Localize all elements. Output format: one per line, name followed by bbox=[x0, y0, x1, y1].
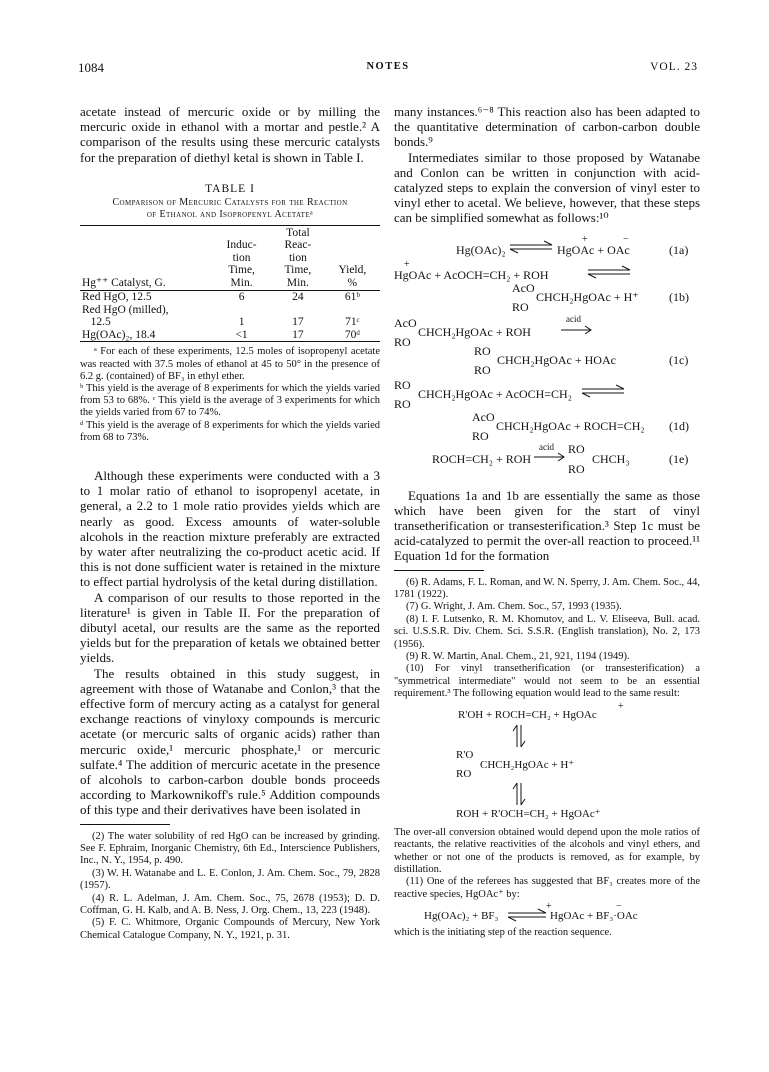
table-cell: Red HgO (milled), bbox=[82, 303, 169, 316]
equilibrium-arrow-icon bbox=[506, 908, 548, 922]
table-subtitle-line: Comparison of Mercuric Catalysts for the Reaction bbox=[112, 196, 348, 208]
table-row bbox=[80, 329, 380, 342]
table-cell bbox=[325, 304, 380, 317]
table-subtitle bbox=[80, 197, 380, 221]
fn-eq-r1: R'O bbox=[456, 748, 474, 761]
footnotes-cont bbox=[394, 827, 700, 901]
table-note: ᵇ This yield is the average of 8 experiments for which the yields varied from 53 to 68%. ᶜ This yield is the average of 3 experiments for which the yields varied from 67 to 74%. bbox=[80, 382, 380, 419]
footnote: (5) F. C. Whitmore, Organic Compounds of Mercury, New York Chemical Catalogue Company, N. Y., 1921, p. 31. bbox=[80, 917, 380, 941]
vertical-equilibrium-arrow-icon bbox=[512, 723, 526, 749]
col-header: Total Reac- tion Time, Min. bbox=[284, 226, 312, 289]
eq-1d-p-aco: AcO bbox=[472, 409, 495, 424]
equilibrium-arrow-icon bbox=[580, 384, 626, 398]
col-header: Induc- tion Time, Min. bbox=[226, 239, 257, 289]
eq-1c-aco: AcO bbox=[394, 315, 417, 330]
charge-minus: − bbox=[623, 233, 629, 245]
fn-eq-top: R'OH + ROCH=CH₂ + HgOAc bbox=[458, 708, 597, 721]
table-cell: 1 bbox=[238, 316, 245, 329]
table-cell bbox=[212, 304, 271, 317]
table-subtitle-line: of Ethanol and Isopropenyl Acetateᵃ bbox=[146, 208, 314, 220]
table-note: ᵃ For each of these experiments, 12.5 moles of isopropenyl acetate was reacted with 37.5 moles of ethanol at 45 to 50° in the presence of 6.2 g. (contained) of BF₃ in ethyl ether. bbox=[80, 346, 380, 382]
reaction-arrow-icon bbox=[532, 452, 566, 462]
eq-1e-ro2: RO bbox=[568, 461, 585, 476]
running-header bbox=[78, 60, 698, 80]
table-cell bbox=[271, 304, 325, 317]
page-number: 1084 bbox=[78, 60, 104, 75]
vertical-equilibrium-arrow-icon bbox=[512, 781, 526, 807]
acid-label: acid bbox=[539, 441, 554, 452]
table-note: ᵈ This yield is the average of 8 experiments for which the yields varied from 68 to 73%. bbox=[80, 419, 380, 443]
final-note bbox=[394, 927, 700, 939]
eq-1b-rest: CHCH₂HgOAc + H⁺ bbox=[536, 289, 639, 304]
volume-label: VOL. 23 bbox=[650, 61, 698, 73]
catalyst-table bbox=[80, 225, 380, 343]
eq-1d-p-rest: CHCH₂HgOAc + ROCH=CH₂ bbox=[496, 418, 645, 433]
table-caption: TABLE I bbox=[205, 182, 255, 195]
footnote: The over-all conversion obtained would depend upon the mole ratios of reactants, the relative reactivities of the alcohols and vinyl ethers, and whether or not one of the products is removed, as for example, by distillation. bbox=[394, 826, 700, 875]
paragraph: The results obtained in this study suggest, in agreement with those of Watanabe and Conlon,³ that the effective form of mercury acting as a catalyst for general exchange reactions of vinyloxy compounds is mercuric acetate (or mercuric salts of organic acids) rather than mercuric oxide,¹ mercuric phosphate,¹ or mercuric sulfate.⁴ The addition of mercuric acetate in the presence of alcohols to carbon-carbon double bonds proceeds according to Markownikoff's rule.⁵ Addition compounds of this type and their derivatives have been isolated in bbox=[80, 665, 380, 818]
eq-1b-line1: HgOAc + AcOCH=CH₂ + ROH bbox=[394, 267, 549, 282]
equilibrium-arrow-icon bbox=[508, 240, 554, 254]
footnote-equation bbox=[394, 701, 700, 819]
bf3-eq-left: Hg(OAc)₂ + BF₃ bbox=[424, 910, 499, 923]
footnote-rule bbox=[394, 570, 484, 571]
paragraph: Although these experiments were conducted with a 3 to 1 molar ratio of ethanol to isopropenyl acetate, in general, a 2.2 to 1 mole ratio provides yields which are nearly as good. Excess amounts of water-soluble alcohols in the reaction mixture preferably are extracted by water after neutralizing the co-product acetic acid. If this is not done sufficient water is retained in the mixture to effect partial hydrolysis of the ketal during distillation. bbox=[80, 467, 380, 590]
charge-plus: + bbox=[618, 700, 624, 712]
footnote: which is the initiating step of the reaction sequence. bbox=[394, 927, 612, 939]
footnote: (6) R. Adams, F. L. Roman, and W. N. Sperry, J. Am. Chem. Soc., 44, 1781 (1922). bbox=[394, 576, 700, 601]
footnote: (9) R. W. Martin, Anal. Chem., 21, 921, 1194 (1949). bbox=[406, 651, 630, 663]
footnote-rule bbox=[80, 824, 170, 825]
table-cell: 24 bbox=[292, 291, 304, 304]
table-header-row bbox=[80, 225, 380, 291]
bf3-eq-right: HgOAc + BF₃·OAc bbox=[550, 910, 638, 923]
table-cell: Hg(OAc)₂, 18.4 bbox=[82, 328, 156, 341]
eq-1c-p-ro2: RO bbox=[474, 362, 491, 377]
charge-minus: − bbox=[616, 901, 622, 913]
col-header: Hg⁺⁺ Catalyst, G. bbox=[82, 276, 166, 289]
table-cell: 61ᵇ bbox=[344, 291, 360, 304]
eq-tag: (1c) bbox=[669, 352, 689, 367]
eq-1c-p-rest: CHCH₂HgOAc + HOAc bbox=[497, 352, 616, 367]
table-row bbox=[80, 304, 380, 317]
paragraph: many instances.⁶⁻⁸ This reaction also has been adapted to the quantitative determination of carbon-carbon double bonds.⁹ bbox=[394, 104, 700, 150]
eq-tag: (1b) bbox=[669, 289, 689, 304]
eq-1d-ro1: RO bbox=[394, 377, 411, 392]
table-cell: 17 bbox=[292, 328, 304, 341]
eq-1e-rest: CHCH₃ bbox=[592, 451, 630, 466]
table-cell: 6 bbox=[238, 291, 245, 304]
charge-plus: + bbox=[404, 258, 410, 270]
reaction-arrow-icon bbox=[559, 325, 593, 335]
fn-eq-mid: CHCH₂HgOAc + H⁺ bbox=[480, 758, 575, 771]
footnote: (3) W. H. Watanabe and L. E. Conlon, J. Am. Chem. Soc., 79, 2828 (1957). bbox=[80, 867, 380, 892]
eq-1b-aco: AcO bbox=[512, 280, 535, 295]
eq-1d-p-ro: RO bbox=[472, 428, 489, 443]
eq-1a-right: HgOAc + OAc bbox=[557, 242, 630, 257]
footnote: (4) R. L. Adelman, J. Am. Chem. Soc., 75, 2678 (1953); D. D. Coffman, G. H. Kalb, and A. B. Ness, J. Org. Chem., 13, 223 (1948). bbox=[80, 892, 380, 917]
eq-tag: (1d) bbox=[669, 418, 689, 433]
table-row bbox=[80, 291, 380, 304]
eq-1a-left: Hg(OAc)₂ bbox=[456, 242, 506, 257]
paragraph: Equations 1a and 1b are essentially the same as those which have been given for the start of vinyl transetherification or transesterification.³ Step 1c must be acid-catalyzed to permit the over-all reaction to proceed.¹¹ Equation 1d for the formation bbox=[394, 487, 700, 564]
eq-1e-left: ROCH=CH₂ + ROH bbox=[432, 451, 532, 466]
footnote: (2) The water solubility of red HgO can be increased by grinding. See F. Ephraim, Inorganic Chemistry, 6th Ed., Interscience Publishers, Inc., N. Y., 1954, p. 490. bbox=[80, 830, 380, 867]
reaction-equations bbox=[394, 230, 700, 488]
table-cell: 70ᵈ bbox=[344, 328, 360, 341]
col-header: Yield, % bbox=[338, 264, 367, 289]
bf3-equation bbox=[394, 901, 700, 927]
table-cell: 17 bbox=[292, 316, 304, 329]
eq-tag: (1e) bbox=[669, 451, 689, 466]
table-notes bbox=[80, 346, 380, 444]
footnote: (10) For vinyl transetherification (or transesterification) a "symmetrical intermediate" would not seem to be an essential requirement.³ The following equation would lead to the same result: bbox=[394, 663, 700, 700]
paragraph: acetate instead of mercuric oxide or by milling the mercuric oxide in ethanol with a mortar and pestle.² A comparison of the results using these mercuric catalysts for the preparation of diethyl ketal is shown in Table I. bbox=[80, 104, 380, 165]
table-cell: <1 bbox=[235, 328, 248, 341]
eq-1d-ro2: RO bbox=[394, 396, 411, 411]
left-column bbox=[80, 104, 380, 942]
fn-eq-r2: RO bbox=[456, 767, 472, 780]
footnotes bbox=[80, 831, 380, 943]
section-title: NOTES bbox=[366, 61, 410, 72]
equilibrium-arrow-icon bbox=[586, 265, 632, 279]
eq-tag: (1a) bbox=[669, 242, 689, 257]
paragraph: Intermediates similar to those proposed by Watanabe and Conlon can be written in conjunction with acid-catalyzed steps to explain the conversion of vinyl ester to vinyl ether to acetal. We believe, however, that these steps can be simplified somewhat as follows:¹⁰ bbox=[394, 149, 700, 226]
footnote: (7) G. Wright, J. Am. Chem. Soc., 57, 1993 (1935). bbox=[406, 601, 622, 613]
eq-1c-p-ro1: RO bbox=[474, 343, 491, 358]
table-cell: 71ᶜ bbox=[345, 316, 360, 329]
table-cell: 12.5 bbox=[82, 316, 111, 329]
eq-1c-ro: RO bbox=[394, 334, 411, 349]
footnote: (8) I. F. Lutsenko, R. M. Khomutov, and L. V. Eliseeva, Bull. acad. sci. U.S.S.R. Div. Chem. Sci. S.S.R. (English translation), No. 2, 173 (1956). bbox=[394, 613, 700, 650]
eq-1d-rest: CHCH₂HgOAc + AcOCH=CH₂ bbox=[418, 386, 572, 401]
table-cell: Red HgO, 12.5 bbox=[82, 291, 152, 304]
eq-1e-ro1: RO bbox=[568, 441, 585, 456]
table-row bbox=[80, 316, 380, 329]
footnotes bbox=[394, 577, 700, 701]
charge-plus: + bbox=[582, 233, 588, 245]
fn-eq-bottom: ROH + R'OCH=CH₂ + HgOAc⁺ bbox=[456, 807, 601, 820]
footnote: (11) One of the referees has suggested that BF₃ creates more of the reactive species, HgOAc⁺ by: bbox=[394, 876, 700, 900]
right-column bbox=[394, 104, 700, 940]
eq-1c-rest: CHCH₂HgOAc + ROH bbox=[418, 324, 531, 339]
charge-plus: + bbox=[546, 901, 552, 913]
acid-label: acid bbox=[566, 313, 581, 324]
paragraph: A comparison of our results to those reported in the literature¹ is given in Table II. For the preparation of dibutyl acetal, our results are the same as the reported yields but for the preparation of ketals we obtained better yields. bbox=[80, 589, 380, 666]
eq-1b-ro: RO bbox=[512, 299, 529, 314]
